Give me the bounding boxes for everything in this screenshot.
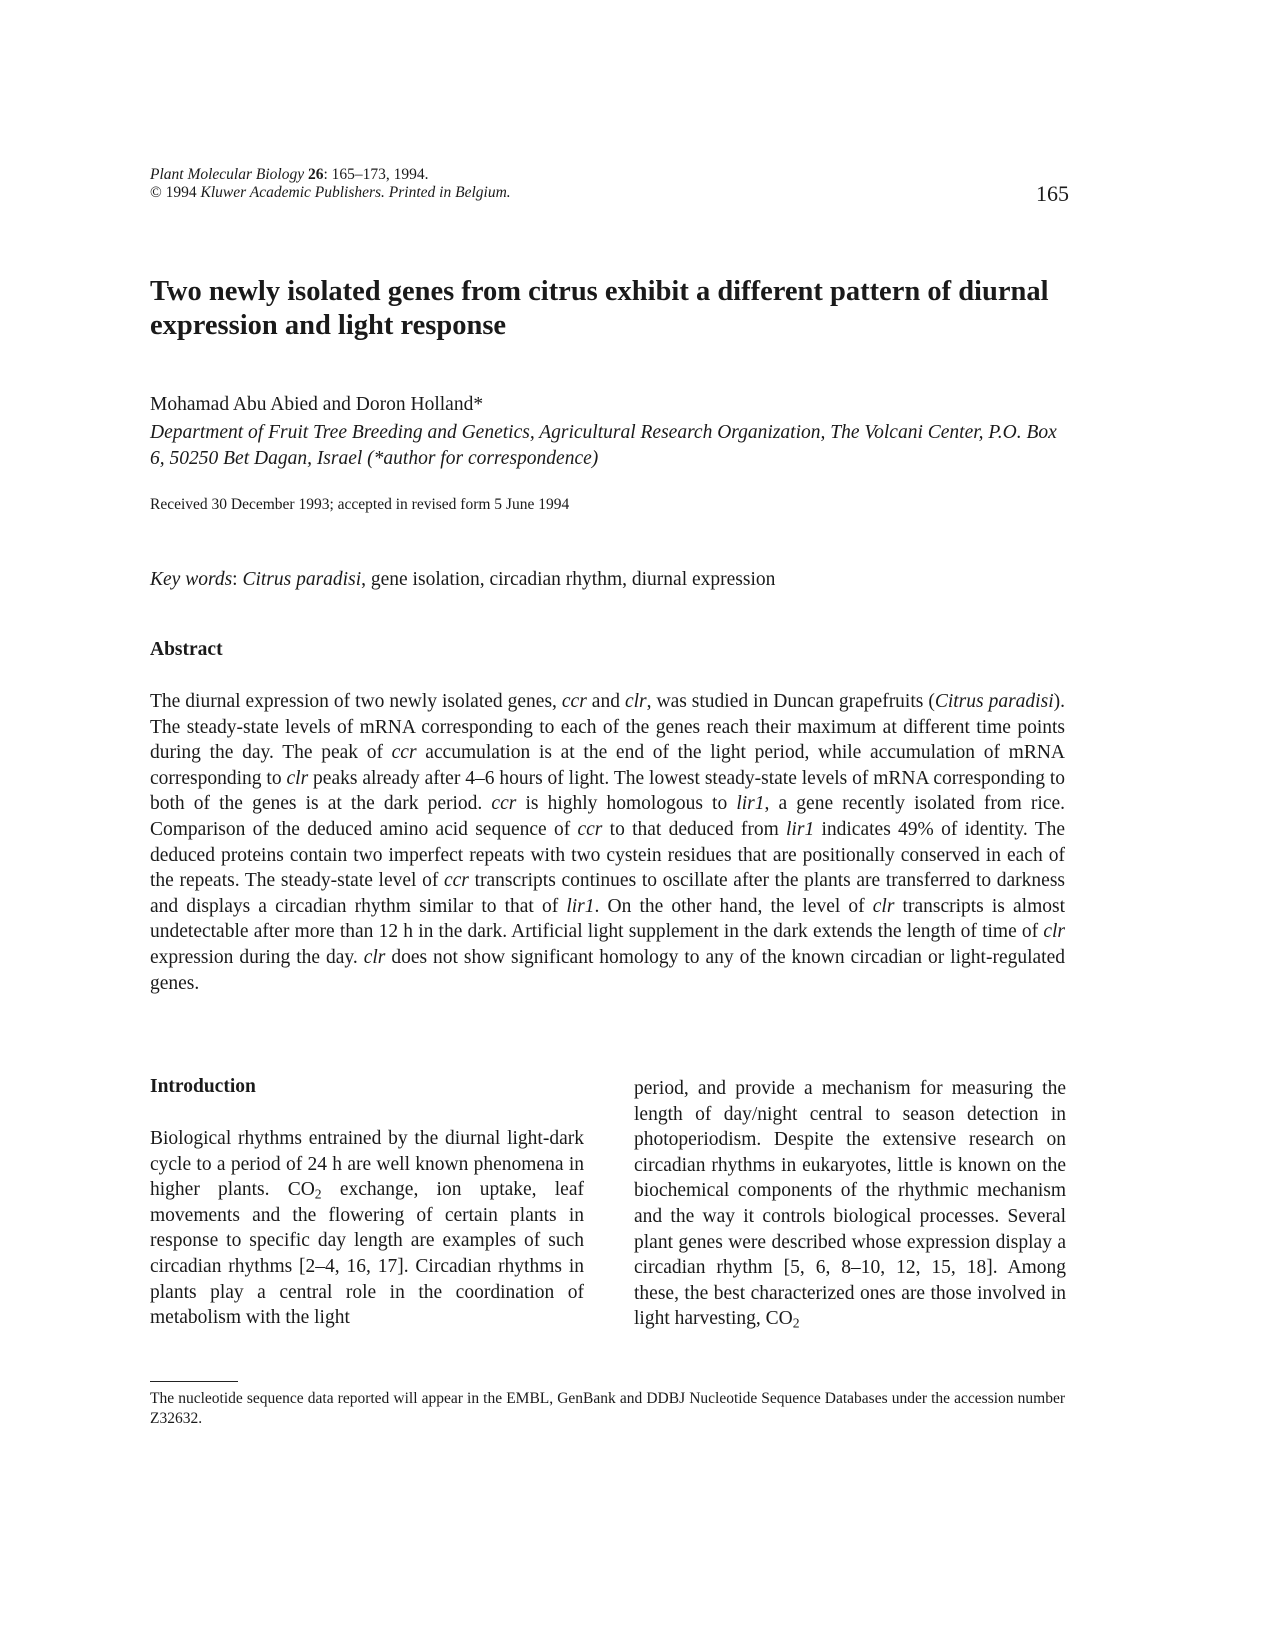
gene-name: lir1 xyxy=(566,895,595,917)
gene-name: lir1 xyxy=(786,818,815,840)
keywords-line: Key words: Citrus paradisi, gene isolation, circadian rhythm, diurnal expression xyxy=(150,569,776,590)
journal-pages-year: : 165–173, 1994. xyxy=(323,166,429,183)
abstract-body: The diurnal expression of two newly isolated genes, ccr and clr, was studied in Duncan grapefruits (Citrus paradisi). The steady-state levels of mRNA corresponding to each of the genes reach their maximum at different time points during the day. The peak of ccr accumulation is at the end of the light period, while accumulation of mRNA corresponding to clr peaks already after 4–6 hours of light. The lowest steady-state levels of mRNA corresponding to both of the genes is at the dark period. ccr is highly homologous to lir1, a gene recently isolated from rice. Comparison of the deduced amino acid sequence of ccr to that deduced from lir1 indicates 49% of identity. The deduced proteins contain two imperfect repeats with two cystein residues that are positionally conserved in each of the repeats. The steady-state level of ccr transcripts continues to oscillate after the plants are transferred to darkness and displays a circadian rhythm similar to that of lir1. On the other hand, the level of clr transcripts is almost undetectable after more than 12 h in the dark. Artificial light supplement in the dark extends the length of time of clr expression during the day. clr does not show significant homology to any of the known circadian or light-regulated genes. xyxy=(150,691,1066,994)
introduction-heading: Introduction xyxy=(150,1076,256,1097)
page-number: 165 xyxy=(1036,181,1069,206)
keywords-rest: , gene isolation, circadian rhythm, diurnal expression xyxy=(361,569,776,590)
article-title: Two newly isolated genes from citrus exhibit a different pattern of diurnal expression and light response xyxy=(150,276,1049,341)
gene-name: clr xyxy=(1043,921,1065,943)
gene-name: ccr xyxy=(577,818,603,840)
copyright-year: 1994 xyxy=(165,184,197,201)
gene-name: clr xyxy=(872,895,895,917)
gene-name: clr xyxy=(286,767,309,789)
footnote: The nucleotide sequence data reported will appear in the EMBL, GenBank and DDBJ Nucleotide Sequence Databases under the accession number Z32632. xyxy=(150,1390,1065,1427)
gene-name: lir1 xyxy=(736,793,765,815)
copyright-line xyxy=(150,184,511,202)
gene-name: ccr xyxy=(491,793,517,815)
gene-name: ccr xyxy=(444,870,469,892)
gene-name: clr xyxy=(624,691,647,712)
keywords-label: Key words xyxy=(150,569,233,590)
journal-volume: 26 xyxy=(307,166,324,183)
copyright-symbol: © xyxy=(150,184,162,201)
footnote-divider xyxy=(150,1381,238,1382)
copyright-text: Kluwer Academic Publishers. Printed in Belgium. xyxy=(200,184,511,201)
abstract-heading: Abstract xyxy=(150,639,223,660)
journal-name: Plant Molecular Biology xyxy=(150,166,305,183)
journal-citation xyxy=(150,166,511,184)
introduction-right-column: period, and provide a mechanism for measuring the length of day/night central to season detection in photoperiodism. Despite the extensive research on circadian rhythms in eukaryotes, little is known on the biochemical components of the rhythmic mechanism and the way it controls biological processes. Several plant genes were described whose expression display a circadian rhythm [5, 6, 8–10, 12, 15, 18]. Among these, the best characterized ones are those involved in light harvesting, $CO_2$ xyxy=(634,1078,1066,1331)
journal-header xyxy=(150,166,511,202)
introduction-left-column: Biological rhythms entrained by the diurnal light-dark cycle to a period of 24 h are well known phenomena in higher plants. $CO_2$ exchange, ion uptake, leaf movements and the flowering of certain plants in response to specific day length are examples of such circadian rhythms [2–4, 16, 17]. Circadian rhythms in plants play a central role in the coordination of metabolism with the light xyxy=(150,1128,584,1329)
received-dates: Received 30 December 1993; accepted in revised form 5 June 1994 xyxy=(150,496,570,513)
gene-name: ccr xyxy=(391,742,417,764)
author-list: Mohamad Abu Abied and Doron Holland* xyxy=(150,394,484,415)
author-affiliation: Department of Fruit Tree Breeding and Genetics, Agricultural Research Organization, The Volcani Center, P.O. Box 6, 50250 Bet Dagan, Israel (*author for correspondence) xyxy=(150,422,1057,469)
gene-name: ccr xyxy=(561,691,587,712)
species-name: Citrus paradisi xyxy=(934,691,1054,712)
gene-name: clr xyxy=(363,946,386,968)
keyword-species: Citrus paradisi xyxy=(242,569,362,590)
